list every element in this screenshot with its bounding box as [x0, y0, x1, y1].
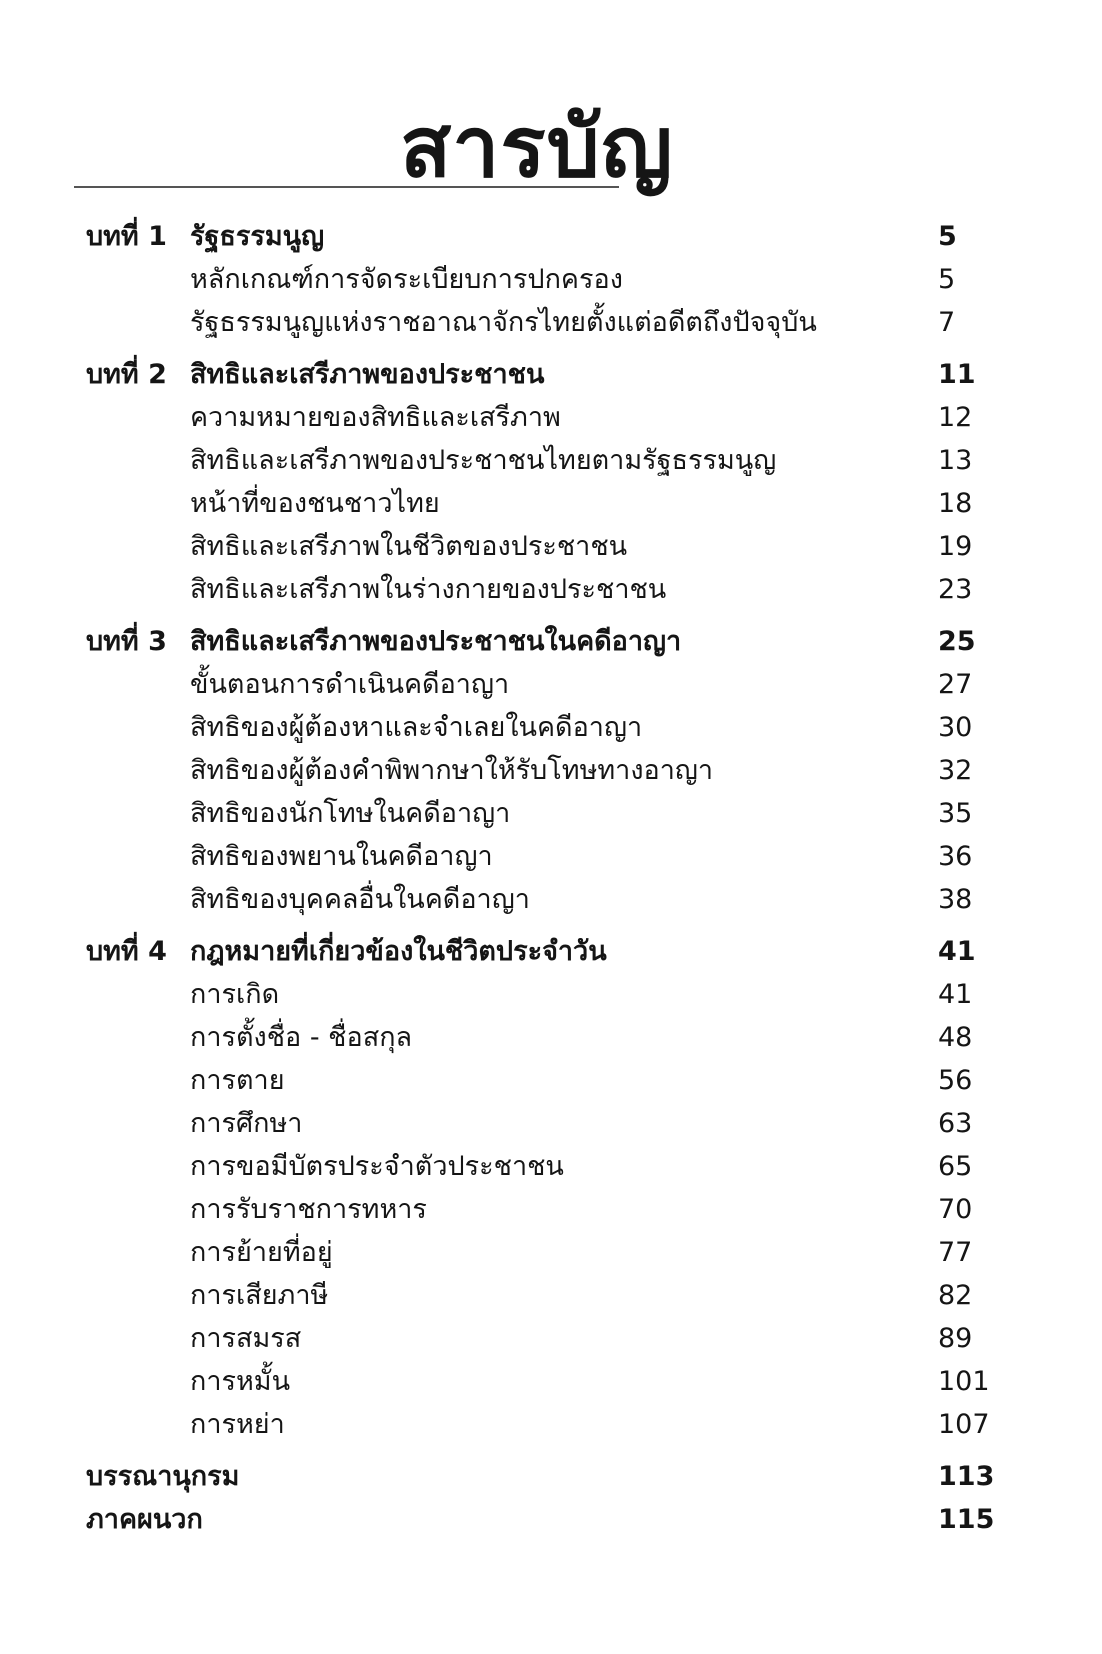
- toc-item-row[interactable]: [0, 441, 1102, 481]
- page-number: 18: [938, 488, 973, 519]
- toc-item-row[interactable]: [0, 1018, 1102, 1058]
- toc-chapter-row[interactable]: [0, 355, 1102, 395]
- toc-chapter-row[interactable]: [0, 217, 1102, 257]
- item-title: ขั้นตอนการดำเนินคดีอาญา: [190, 669, 510, 700]
- item-title: การศึกษา: [190, 1108, 303, 1139]
- chapter-title: สิทธิและเสรีภาพของประชาชนในคดีอาญา: [190, 626, 682, 657]
- toc-item-row[interactable]: [0, 260, 1102, 300]
- page-number: 27: [938, 669, 973, 700]
- item-title: การสมรส: [190, 1323, 302, 1354]
- item-title: การตั้งชื่อ - ชื่อสกุล: [190, 1022, 413, 1053]
- page-number: 113: [938, 1461, 995, 1492]
- item-title: สิทธิของผู้ต้องหาและจำเลยในคดีอาญา: [190, 712, 643, 743]
- page-number: 5: [938, 264, 956, 295]
- item-title: การหย่า: [190, 1409, 285, 1440]
- backmatter-title: บรรณานุกรม: [86, 1461, 240, 1492]
- page-number: 70: [938, 1194, 973, 1225]
- backmatter-title: ภาคผนวก: [86, 1504, 203, 1535]
- page-number: 35: [938, 798, 973, 829]
- page-number: 89: [938, 1323, 973, 1354]
- item-title: การตาย: [190, 1065, 285, 1096]
- page-number: 77: [938, 1237, 973, 1268]
- toc-item-row[interactable]: [0, 1233, 1102, 1273]
- toc-item-row[interactable]: [0, 1147, 1102, 1187]
- toc-item-row[interactable]: [0, 1362, 1102, 1402]
- toc-item-row[interactable]: [0, 1319, 1102, 1359]
- item-title: การรับราชการทหาร: [190, 1194, 427, 1225]
- item-title: หลักเกณฑ์การจัดระเบียบการปกครอง: [190, 264, 623, 295]
- item-title: การเสียภาษี: [190, 1280, 329, 1311]
- toc-backmatter-row[interactable]: [0, 1457, 1102, 1497]
- item-title: การย้ายที่อยู่: [190, 1237, 333, 1268]
- toc-item-row[interactable]: [0, 837, 1102, 877]
- toc-item-row[interactable]: [0, 665, 1102, 705]
- toc-item-row[interactable]: [0, 1104, 1102, 1144]
- item-title: การหมั้น: [190, 1366, 291, 1397]
- page-number: 7: [938, 307, 956, 338]
- page-number: 56: [938, 1065, 973, 1096]
- page-number: 19: [938, 531, 973, 562]
- item-title: การเกิด: [190, 979, 280, 1010]
- toc-item-row[interactable]: [0, 880, 1102, 920]
- toc-item-row[interactable]: [0, 484, 1102, 524]
- page-number: 82: [938, 1280, 973, 1311]
- item-title: หน้าที่ของชนชาวไทย: [190, 488, 440, 519]
- toc-item-row[interactable]: [0, 751, 1102, 791]
- toc-item-row[interactable]: [0, 527, 1102, 567]
- chapter-label: บทที่ 3: [86, 626, 167, 657]
- page-number: 25: [938, 626, 976, 657]
- toc-item-row[interactable]: [0, 1190, 1102, 1230]
- page-number: 63: [938, 1108, 973, 1139]
- page-number: 65: [938, 1151, 973, 1182]
- toc-item-row[interactable]: [0, 1276, 1102, 1316]
- page-title: สารบัญ: [400, 98, 674, 196]
- page-number: 48: [938, 1022, 973, 1053]
- item-title: ความหมายของสิทธิและเสรีภาพ: [190, 402, 561, 433]
- page-number: 38: [938, 884, 973, 915]
- item-title: สิทธิของบุคคลอื่นในคดีอาญา: [190, 884, 530, 915]
- item-title: การขอมีบัตรประจำตัวประชาชน: [190, 1151, 564, 1182]
- chapter-label: บทที่ 2: [86, 359, 167, 390]
- page-number: 11: [938, 359, 976, 390]
- toc-chapter-row[interactable]: [0, 932, 1102, 972]
- toc-item-row[interactable]: [0, 975, 1102, 1015]
- chapter-label: บทที่ 4: [86, 936, 167, 967]
- page-number: 107: [938, 1409, 990, 1440]
- page-number: 30: [938, 712, 973, 743]
- toc-item-row[interactable]: [0, 794, 1102, 834]
- toc-item-row[interactable]: [0, 570, 1102, 610]
- page-number: 101: [938, 1366, 990, 1397]
- item-title: สิทธิและเสรีภาพในร่างกายของประชาชน: [190, 574, 667, 605]
- page-number: 36: [938, 841, 973, 872]
- page-number: 41: [938, 979, 973, 1010]
- chapter-title: รัฐธรรมนูญ: [190, 221, 325, 252]
- toc-item-row[interactable]: [0, 1061, 1102, 1101]
- page-number: 12: [938, 402, 973, 433]
- toc-chapter-row[interactable]: [0, 622, 1102, 662]
- item-title: สิทธิของนักโทษในคดีอาญา: [190, 798, 511, 829]
- toc-item-row[interactable]: [0, 303, 1102, 343]
- page-number: 23: [938, 574, 973, 605]
- page-number: 41: [938, 936, 976, 967]
- item-title: สิทธิของผู้ต้องคำพิพากษาให้รับโทษทางอาญา: [190, 755, 714, 786]
- toc-item-row[interactable]: [0, 708, 1102, 748]
- toc-item-row[interactable]: [0, 398, 1102, 438]
- toc-item-row[interactable]: [0, 1405, 1102, 1445]
- page-number: 32: [938, 755, 973, 786]
- chapter-label: บทที่ 1: [86, 221, 167, 252]
- item-title: สิทธิและเสรีภาพของประชาชนไทยตามรัฐธรรมนูญ: [190, 445, 777, 476]
- page-number: 13: [938, 445, 973, 476]
- item-title: สิทธิของพยานในคดีอาญา: [190, 841, 493, 872]
- page-number: 5: [938, 221, 957, 252]
- item-title: รัฐธรรมนูญแห่งราชอาณาจักรไทยตั้งแต่อดีตถึงปัจจุบัน: [190, 307, 817, 338]
- item-title: สิทธิและเสรีภาพในชีวิตของประชาชน: [190, 531, 628, 562]
- chapter-title: สิทธิและเสรีภาพของประชาชน: [190, 359, 545, 390]
- page-number: 115: [938, 1504, 995, 1535]
- toc-backmatter-row[interactable]: [0, 1500, 1102, 1540]
- chapter-title: กฎหมายที่เกี่ยวข้องในชีวิตประจำวัน: [190, 936, 607, 967]
